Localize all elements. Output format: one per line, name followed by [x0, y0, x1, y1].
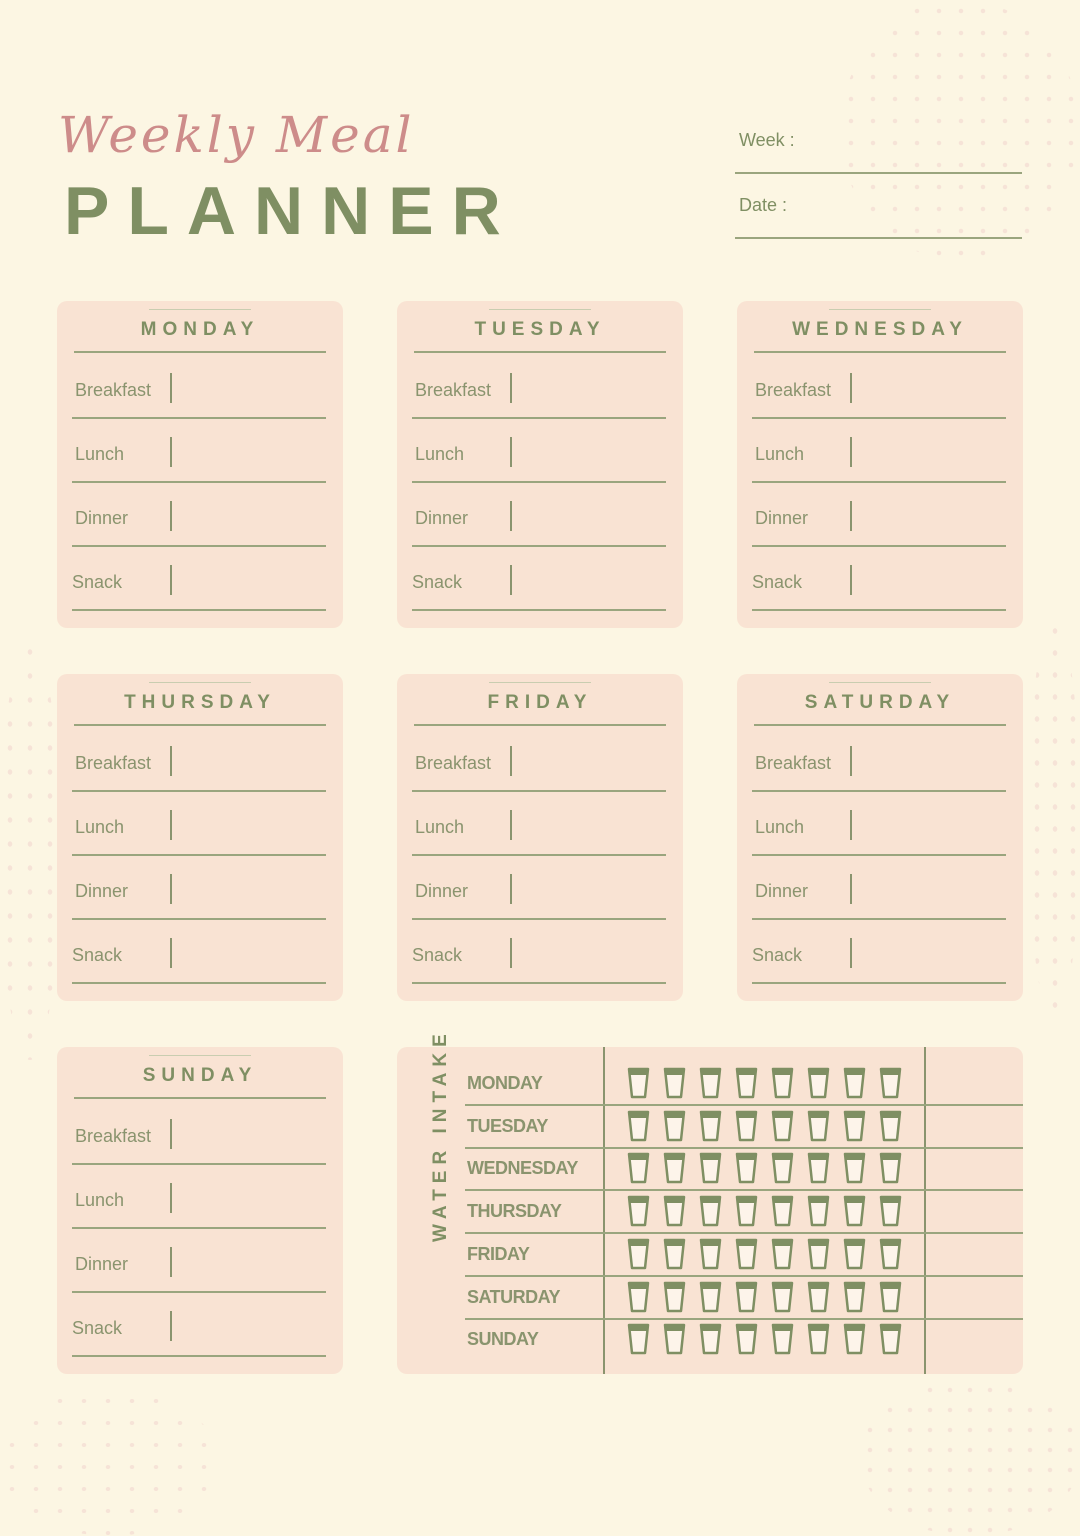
meal-entry-field[interactable] — [180, 373, 322, 409]
water-glass-icon[interactable] — [807, 1110, 830, 1142]
water-glass-icon[interactable] — [699, 1067, 722, 1099]
water-glass-icon[interactable] — [663, 1238, 686, 1270]
meal-label: Snack — [412, 945, 463, 965]
water-glass-icon[interactable] — [879, 1067, 902, 1099]
title-rule — [754, 724, 1006, 726]
water-day-label: THURSDAY — [467, 1201, 562, 1222]
water-day-label: MONDAY — [467, 1073, 543, 1093]
meal-row-breakfast — [72, 1101, 326, 1165]
decorative-dots-bottom-left — [0, 1390, 220, 1536]
meal-label: Lunch — [75, 1190, 125, 1210]
water-row-friday — [465, 1232, 1023, 1277]
water-day-label: TUESDAY — [467, 1115, 548, 1136]
meal-label: Lunch — [75, 817, 125, 837]
meal-row-lunch — [72, 792, 326, 856]
water-intake-tracker — [397, 1028, 1023, 1374]
water-intake-title: WATER INTAKE — [430, 1028, 451, 1242]
meal-divider — [510, 565, 512, 595]
meal-label: Lunch — [415, 817, 465, 837]
water-glass-icon[interactable] — [627, 1110, 650, 1142]
water-glass-icon[interactable] — [879, 1152, 902, 1184]
water-glass-icon[interactable] — [843, 1281, 866, 1313]
water-glass-icon[interactable] — [735, 1238, 758, 1270]
meal-label: Snack — [752, 945, 803, 965]
meal-label: Breakfast — [755, 753, 832, 773]
water-glass-icon[interactable] — [843, 1195, 866, 1227]
week-field[interactable] — [735, 130, 1022, 174]
title-rule — [74, 351, 326, 353]
meal-row-snack — [412, 547, 666, 611]
meal-label: Snack — [412, 572, 463, 592]
meal-label: Snack — [72, 945, 123, 965]
meal-label: Snack — [72, 1318, 123, 1338]
meal-divider — [170, 437, 172, 467]
meal-label: Lunch — [755, 817, 805, 837]
water-glass-icon[interactable] — [627, 1067, 650, 1099]
water-glass-icon[interactable] — [699, 1323, 722, 1355]
title-rule — [754, 351, 1006, 353]
water-glass-icon[interactable] — [771, 1067, 794, 1099]
water-row-thursday — [465, 1189, 1023, 1234]
decorative-dots-bottom-right — [860, 1380, 1080, 1536]
meal-label: Breakfast — [755, 380, 832, 400]
water-row-wednesday — [465, 1146, 1023, 1191]
meal-label: Breakfast — [415, 753, 492, 773]
card-tab-line — [149, 682, 251, 683]
water-glass-icon[interactable] — [879, 1238, 902, 1270]
meal-divider — [510, 501, 512, 531]
title-main: PLANNER — [64, 173, 519, 249]
meal-entry-field[interactable] — [180, 874, 322, 910]
day-card-wednesday — [737, 301, 1023, 628]
meal-divider — [510, 437, 512, 467]
water-glasses — [627, 1195, 902, 1229]
water-glass-icon[interactable] — [699, 1110, 722, 1142]
meal-divider — [170, 874, 172, 904]
water-glass-icon[interactable] — [735, 1067, 758, 1099]
day-card-sunday — [57, 1047, 343, 1374]
meal-entry-field[interactable] — [180, 810, 322, 846]
meal-row-snack — [752, 547, 1006, 611]
water-glass-icon[interactable] — [627, 1238, 650, 1270]
decorative-dots-left — [0, 640, 60, 1060]
meal-divider — [850, 501, 852, 531]
meal-divider — [850, 938, 852, 968]
day-title: WEDNESDAY — [792, 319, 968, 340]
title-rule — [414, 724, 666, 726]
meal-row-dinner — [412, 856, 666, 920]
meal-row-dinner — [72, 483, 326, 547]
title-rule — [74, 724, 326, 726]
meal-entry-field[interactable] — [520, 810, 662, 846]
meal-label: Dinner — [75, 881, 129, 901]
meal-row-lunch — [412, 792, 666, 856]
water-glass-icon[interactable] — [807, 1238, 830, 1270]
water-glasses — [627, 1152, 902, 1186]
water-glasses — [627, 1238, 902, 1272]
day-title: SATURDAY — [804, 692, 956, 713]
meal-entry-field[interactable] — [180, 1119, 322, 1155]
card-tab-line — [489, 309, 591, 310]
meal-divider — [850, 565, 852, 595]
meal-row-lunch — [752, 419, 1006, 483]
water-day-label: SUNDAY — [467, 1329, 539, 1350]
water-glass-icon[interactable] — [627, 1152, 650, 1184]
meal-row-snack — [72, 1293, 326, 1357]
water-glass-icon[interactable] — [843, 1238, 866, 1270]
meal-row-dinner — [412, 483, 666, 547]
meal-entry-field[interactable] — [520, 373, 662, 409]
water-glass-icon[interactable] — [735, 1281, 758, 1313]
meal-entry-field[interactable] — [860, 874, 1002, 910]
title-rule — [414, 351, 666, 353]
meal-row-breakfast — [752, 728, 1006, 792]
water-glass-icon[interactable] — [735, 1110, 758, 1142]
meal-entry-field[interactable] — [860, 810, 1002, 846]
meal-label: Breakfast — [75, 380, 152, 400]
water-day-label: WEDNESDAY — [467, 1158, 578, 1179]
meal-label: Lunch — [415, 444, 465, 464]
meal-divider — [170, 565, 172, 595]
meal-row-snack — [412, 920, 666, 984]
day-card-friday — [397, 674, 683, 1001]
water-glass-icon[interactable] — [771, 1152, 794, 1184]
water-glass-icon[interactable] — [879, 1195, 902, 1227]
meal-entry-field[interactable] — [180, 746, 322, 782]
week-label: Week : — [739, 130, 795, 150]
day-title: SUNDAY — [142, 1065, 258, 1086]
card-tab-line — [149, 309, 251, 310]
water-glasses — [627, 1323, 902, 1357]
meal-divider — [510, 373, 512, 403]
decorative-dots-right — [1028, 620, 1080, 1020]
day-card-saturday — [737, 674, 1023, 1001]
water-glass-icon[interactable] — [627, 1195, 650, 1227]
water-glass-icon[interactable] — [843, 1067, 866, 1099]
water-glass-icon[interactable] — [771, 1110, 794, 1142]
water-glass-icon[interactable] — [771, 1281, 794, 1313]
meal-divider — [850, 373, 852, 403]
card-tab-line — [489, 682, 591, 683]
meal-entry-field[interactable] — [180, 1247, 322, 1283]
meal-entry-field[interactable] — [180, 1183, 322, 1219]
water-glass-icon[interactable] — [879, 1110, 902, 1142]
meal-row-breakfast — [72, 355, 326, 419]
water-glasses — [627, 1067, 902, 1101]
water-glass-icon[interactable] — [663, 1195, 686, 1227]
meal-divider — [510, 938, 512, 968]
meal-row-lunch — [752, 792, 1006, 856]
meal-row-breakfast — [752, 355, 1006, 419]
day-card-tuesday — [397, 301, 683, 628]
meal-row-lunch — [72, 1165, 326, 1229]
water-glass-icon[interactable] — [627, 1281, 650, 1313]
day-title: FRIDAY — [487, 692, 593, 713]
meal-row-snack — [752, 920, 1006, 984]
meal-divider — [510, 810, 512, 840]
water-glass-icon[interactable] — [807, 1323, 830, 1355]
meal-divider — [170, 501, 172, 531]
meal-entry-field[interactable] — [520, 565, 662, 601]
meal-entry-field[interactable] — [860, 746, 1002, 782]
meal-label: Lunch — [755, 444, 805, 464]
meal-divider — [170, 1183, 172, 1213]
water-glass-icon[interactable] — [771, 1195, 794, 1227]
meal-divider — [170, 1311, 172, 1341]
date-field[interactable] — [735, 195, 1022, 239]
meal-divider — [850, 746, 852, 776]
water-glass-icon[interactable] — [843, 1323, 866, 1355]
water-glass-icon[interactable] — [627, 1323, 650, 1355]
title-script: Weekly Meal — [58, 106, 415, 164]
water-day-label: SATURDAY — [467, 1286, 561, 1307]
date-label: Date : — [739, 195, 788, 215]
water-glass-icon[interactable] — [771, 1323, 794, 1355]
water-glass-icon[interactable] — [663, 1152, 686, 1184]
meal-row-lunch — [412, 419, 666, 483]
meal-divider — [170, 746, 172, 776]
meal-row-breakfast — [72, 728, 326, 792]
meal-label: Dinner — [415, 881, 469, 901]
meal-entry-field[interactable] — [180, 565, 322, 601]
meal-entry-field[interactable] — [860, 501, 1002, 537]
meal-row-snack — [72, 920, 326, 984]
meal-entry-field[interactable] — [520, 938, 662, 974]
meal-divider — [170, 1247, 172, 1277]
water-glass-icon[interactable] — [663, 1067, 686, 1099]
meal-label: Snack — [72, 572, 123, 592]
meal-label: Lunch — [75, 444, 125, 464]
water-glasses — [627, 1110, 902, 1144]
meal-label: Dinner — [75, 508, 129, 528]
water-glass-icon[interactable] — [807, 1195, 830, 1227]
water-glass-icon[interactable] — [807, 1281, 830, 1313]
water-row-saturday — [465, 1275, 1023, 1320]
meal-label: Dinner — [75, 1254, 129, 1274]
meal-label: Dinner — [755, 508, 809, 528]
day-title: THURSDAY — [124, 692, 276, 713]
meal-row-snack — [72, 547, 326, 611]
water-glass-icon[interactable] — [699, 1195, 722, 1227]
water-glasses — [627, 1281, 902, 1315]
meal-row-lunch — [72, 419, 326, 483]
card-tab-line — [829, 309, 931, 310]
water-row-tuesday — [465, 1104, 1023, 1149]
meal-label: Dinner — [755, 881, 809, 901]
water-glass-icon[interactable] — [807, 1067, 830, 1099]
meal-row-dinner — [72, 856, 326, 920]
meal-entry-field[interactable] — [180, 437, 322, 473]
meal-divider — [170, 810, 172, 840]
meal-label: Snack — [752, 572, 803, 592]
meal-entry-field[interactable] — [520, 501, 662, 537]
water-glass-icon[interactable] — [699, 1152, 722, 1184]
meal-entry-field[interactable] — [520, 746, 662, 782]
water-glass-icon[interactable] — [843, 1110, 866, 1142]
water-glass-icon[interactable] — [879, 1281, 902, 1313]
water-glass-icon[interactable] — [735, 1152, 758, 1184]
meal-row-dinner — [752, 483, 1006, 547]
meal-entry-field[interactable] — [180, 1311, 322, 1347]
water-glass-icon[interactable] — [663, 1281, 686, 1313]
meal-label: Breakfast — [75, 753, 152, 773]
card-tab-line — [829, 682, 931, 683]
water-glass-icon[interactable] — [735, 1195, 758, 1227]
meal-entry-field[interactable] — [860, 437, 1002, 473]
meal-row-breakfast — [412, 355, 666, 419]
meal-entry-field[interactable] — [520, 874, 662, 910]
meal-divider — [510, 746, 512, 776]
meal-divider — [510, 874, 512, 904]
water-glass-icon[interactable] — [663, 1323, 686, 1355]
meal-label: Breakfast — [75, 1126, 152, 1146]
day-title: MONDAY — [140, 319, 260, 340]
day-title: TUESDAY — [474, 319, 606, 340]
meal-label: Breakfast — [415, 380, 492, 400]
meal-row-breakfast — [412, 728, 666, 792]
water-glass-icon[interactable] — [807, 1152, 830, 1184]
meal-label: Dinner — [415, 508, 469, 528]
day-card-thursday — [57, 674, 343, 1001]
water-glass-icon[interactable] — [699, 1238, 722, 1270]
meal-divider — [170, 373, 172, 403]
water-glass-icon[interactable] — [879, 1323, 902, 1355]
water-day-label: FRIDAY — [467, 1243, 530, 1264]
water-row-sunday — [465, 1317, 1023, 1360]
meal-entry-field[interactable] — [860, 373, 1002, 409]
card-tab-line — [149, 1055, 251, 1056]
day-card-monday — [57, 301, 343, 628]
meal-entry-field[interactable] — [520, 437, 662, 473]
meal-divider — [850, 874, 852, 904]
meal-entry-field[interactable] — [860, 938, 1002, 974]
water-row-monday — [465, 1061, 1023, 1106]
meal-entry-field[interactable] — [860, 565, 1002, 601]
water-glass-icon[interactable] — [663, 1110, 686, 1142]
meal-divider — [850, 437, 852, 467]
title-rule — [74, 1097, 326, 1099]
meal-entry-field[interactable] — [180, 501, 322, 537]
meal-divider — [170, 1119, 172, 1149]
meal-entry-field[interactable] — [180, 938, 322, 974]
water-glass-icon[interactable] — [843, 1152, 866, 1184]
water-glass-icon[interactable] — [699, 1281, 722, 1313]
water-glass-icon[interactable] — [771, 1238, 794, 1270]
meal-divider — [850, 810, 852, 840]
meal-row-dinner — [72, 1229, 326, 1293]
meal-divider — [170, 938, 172, 968]
meal-row-dinner — [752, 856, 1006, 920]
water-glass-icon[interactable] — [735, 1323, 758, 1355]
